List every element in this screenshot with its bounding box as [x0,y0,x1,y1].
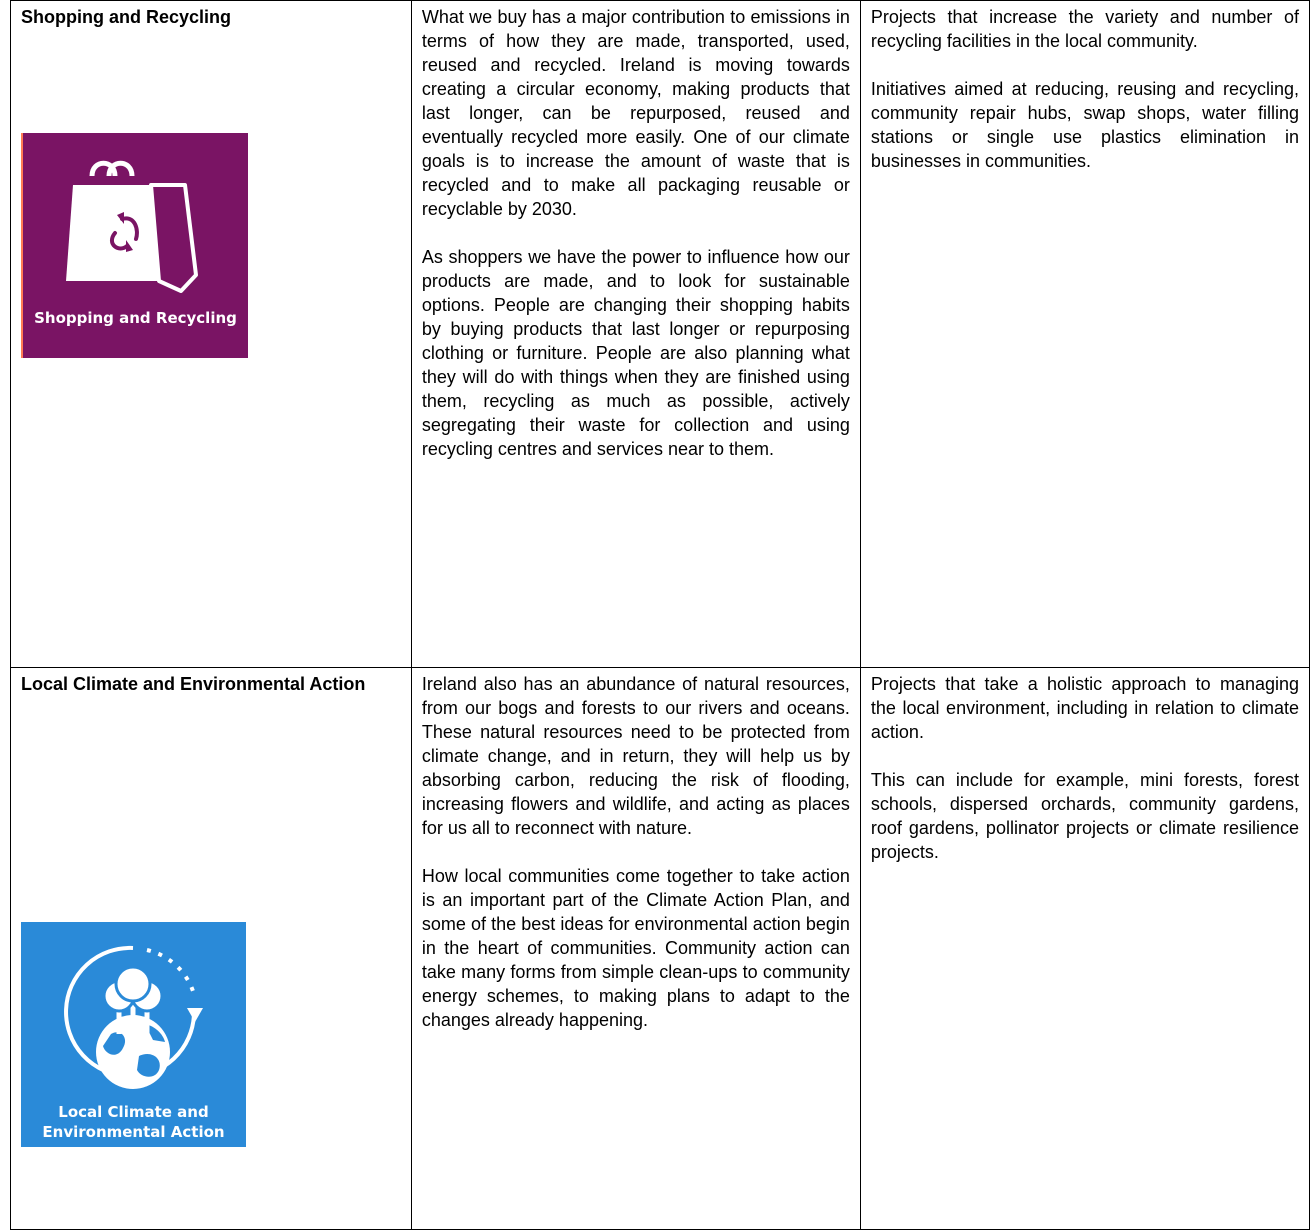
description-cell [411,668,860,1230]
description-paragraph: As shoppers we have the power to influence how our products are made, and to look for sustainable options. People are changing their shopping habits by buying products that last longer or repurposing clothing or furniture. People are also planning what they will do with things when they are finished using them, recycling as much as possible, actively segregating their waste for collection and using recycling centres and services near to them. [421,247,850,459]
description-paragraph: How local communities come together to take action is an important part of the Climate Action Plan, and some of the best ideas for environmental action begin in the heart of communities. Community action can take many forms from simple clean-ups to community energy schemes, to making plans to adapt to the changes already happening. [421,866,850,1030]
tile-label-line: Local Climate and [58,1103,209,1121]
tile-label [23,308,248,328]
projects-cell [860,668,1309,1230]
projects-paragraph: Projects that increase the variety and number of recycling facilities in the local community. [870,7,1299,51]
table-row-local-climate [11,668,1310,1230]
projects-paragraph: Projects that take a holistic approach to managing the local environment, including in relation to climate action. [870,674,1299,742]
category-cell [11,1,412,668]
projects-cell [860,1,1309,668]
tile-label [21,1102,246,1142]
category-cell [11,668,412,1230]
projects-paragraph: Initiatives aimed at reducing, reusing and recycling, community repair hubs, swap shops, water filling stations or single use plastics elimination in businesses in communities. [870,79,1299,171]
description-paragraph: Ireland also has an abundance of natural resources, from our bogs and forests to our rivers and oceans. These natural resources need to be protected from climate change, and in return, they will help us by absorbing carbon, reducing the risk of flooding, increasing flowers and wildlife, and acting as places for us all to reconnect with nature. [421,674,850,838]
category-title: Shopping and Recycling [21,7,232,27]
local-climate-tile [21,922,246,1147]
description-cell [411,1,860,668]
climate-themes-table [10,0,1310,1230]
category-title: Local Climate and Environmental Action [21,674,366,694]
shopping-recycling-tile [21,133,248,358]
table-row-shopping-recycling [11,1,1310,668]
description-paragraph: What we buy has a major contribution to emissions in terms of how they are made, transported, used, reused and recycled. Ireland is moving towards creating a circular economy, making products that last longer, can be repurposed, reused and eventually recycled more easily. One of our climate goals is to increase the amount of waste that is recycled and to make all packaging reusable or recyclable by 2030. [421,7,850,219]
tile-label-line: Environmental Action [42,1123,225,1141]
tile-label-line: Shopping and Recycling [34,309,237,327]
projects-paragraph: This can include for example, mini forests, forest schools, dispersed orchards, community gardens, roof gardens, pollinator projects or climate resilience projects. [870,770,1299,862]
